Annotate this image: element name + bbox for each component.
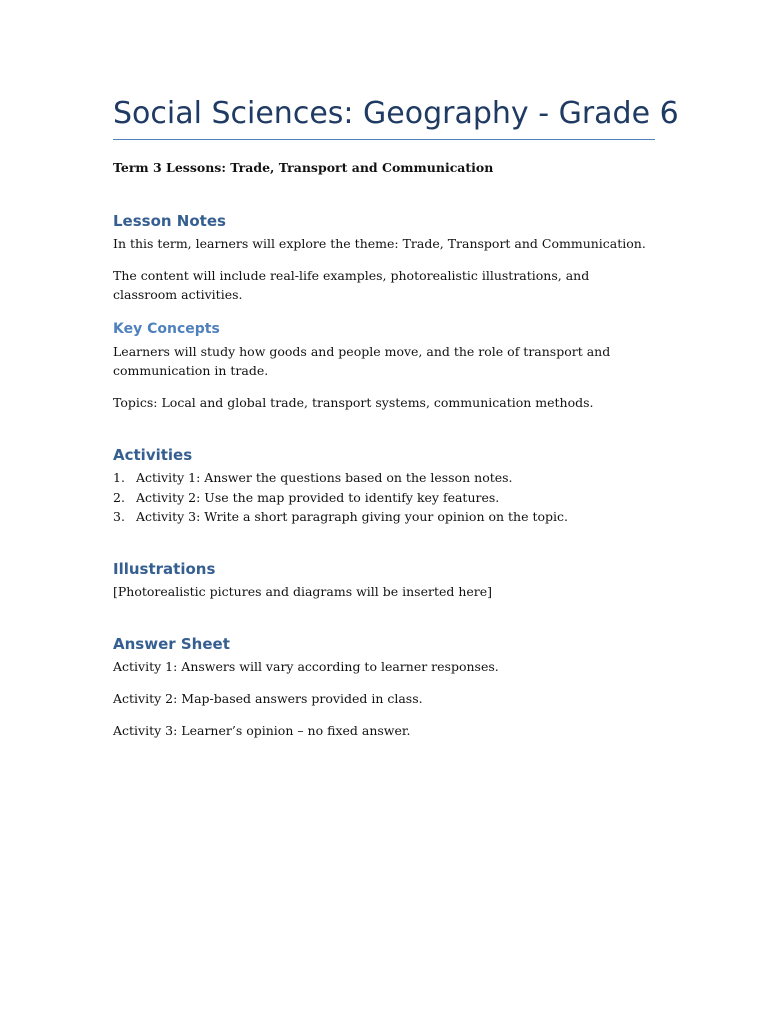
list-item-text: Activity 2: Use the map provided to identify key features.	[136, 489, 500, 505]
lesson-notes-heading: Lesson Notes	[113, 212, 226, 230]
illustrations-heading: Illustrations	[113, 560, 216, 578]
activities-list	[113, 468, 568, 527]
activities-heading: Activities	[113, 446, 193, 464]
document-subtitle: Term 3 Lessons: Trade, Transport and Communication	[113, 160, 494, 175]
list-item-text: Activity 3: Write a short paragraph giving your opinion on the topic.	[136, 509, 568, 524]
key-concepts-paragraph-2: Topics: Local and global trade, transport systems, communication methods.	[113, 395, 594, 410]
lesson-notes-paragraph-2: The content will include real-life examples, photorealistic illustrations, and classroom activities.	[113, 268, 590, 302]
document-title: Social Sciences: Geography - Grade 6	[113, 96, 679, 131]
list-item-number: 1.	[113, 470, 125, 485]
answer-2: Activity 2: Map-based answers provided in class.	[113, 691, 423, 706]
answer-3: Activity 3: Learner’s opinion – no fixed answer.	[113, 723, 411, 738]
key-concepts-heading: Key Concepts	[113, 321, 220, 337]
list-item-number: 2.	[113, 489, 125, 505]
key-concepts-paragraph-1: Learners will study how goods and people move, and the role of transport and communication in trade.	[113, 344, 611, 378]
list-item-text: Activity 1: Answer the questions based on the lesson notes.	[136, 470, 513, 485]
list-item	[113, 507, 568, 527]
answer-1: Activity 1: Answers will vary according to learner responses.	[113, 659, 499, 674]
list-item	[113, 488, 568, 508]
answer-sheet-heading: Answer Sheet	[113, 635, 230, 653]
list-item-number: 3.	[113, 509, 125, 524]
lesson-notes-paragraph-1: In this term, learners will explore the theme: Trade, Transport and Communication.	[113, 236, 646, 251]
list-item	[113, 468, 568, 488]
illustrations-placeholder: [Photorealistic pictures and diagrams will be inserted here]	[113, 584, 493, 599]
title-underline	[113, 139, 655, 140]
